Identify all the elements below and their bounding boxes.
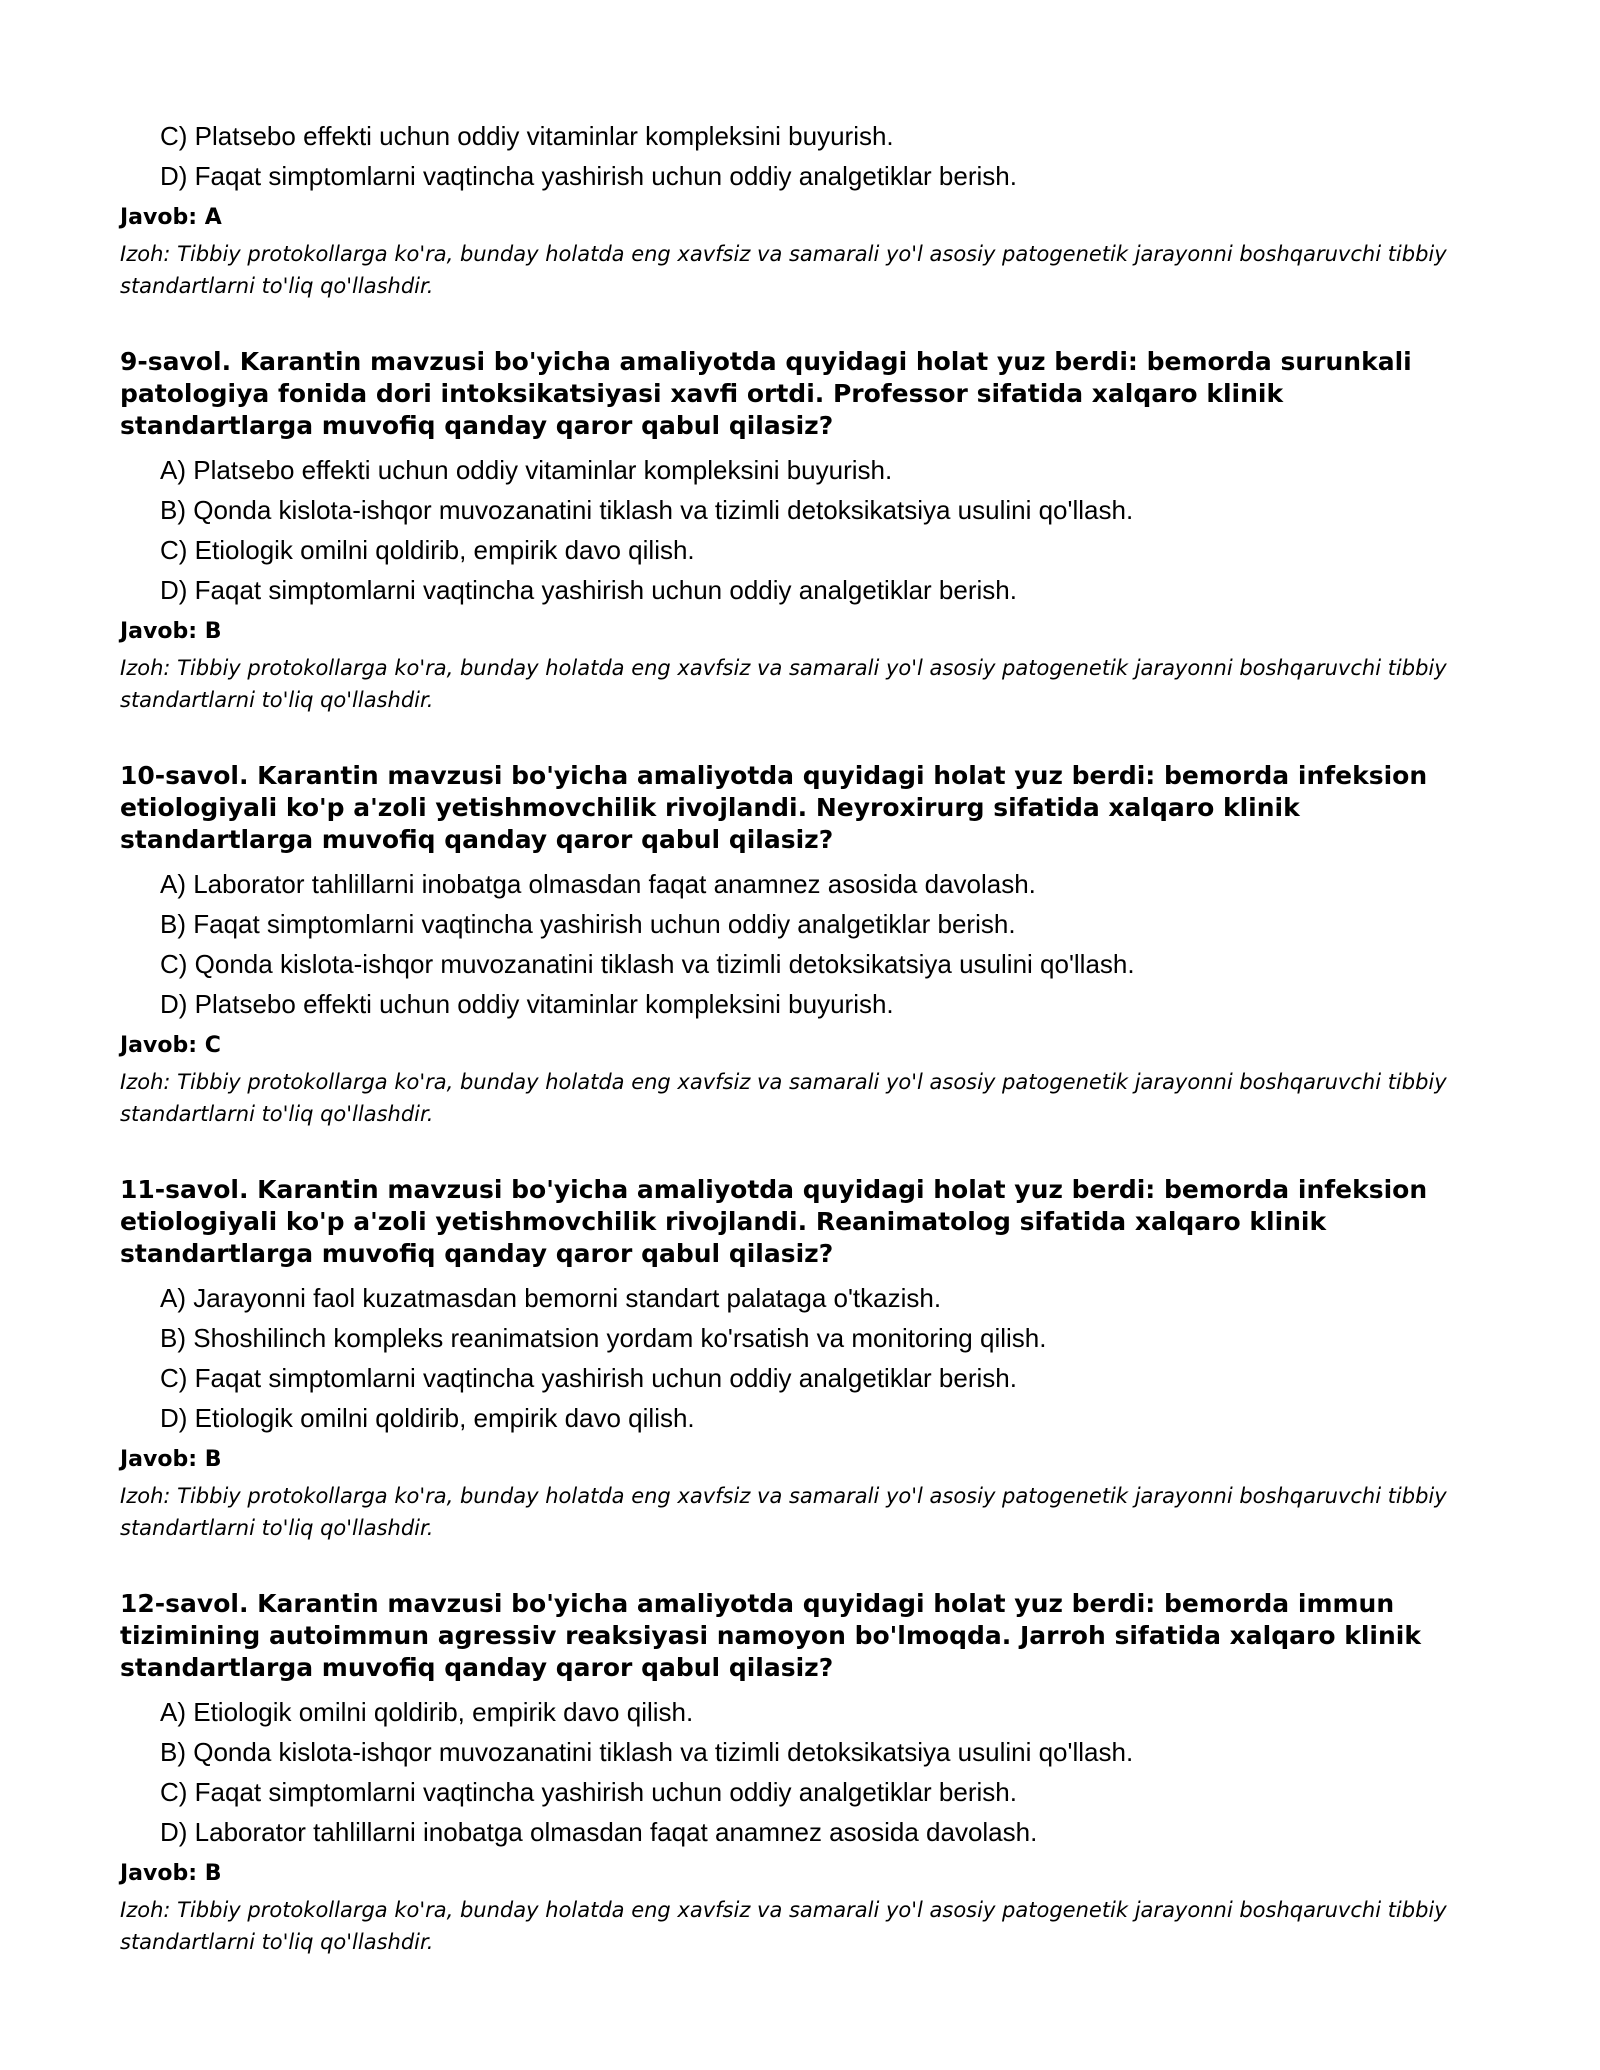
question-text: 10-savol. Karantin mavzusi bo'yicha amaliyotda quyidagi holat yuz berdi: bemorda infeksion etiologiyali ko'p a'zoli yetishmovchilik rivojlandi. Neyroxirurg sifatida xalqaro klinik standartlarga muvofiq qanday qaror qabul qilasiz?: [120, 761, 1428, 854]
prev-question-tail: [120, 118, 1480, 302]
option-c: C) Qonda kislota-ishqor muvozanatini tiklash va tizimli detoksikatsiya usulini qo'llash.: [160, 949, 1135, 979]
document-page: [120, 118, 1480, 1958]
answer-label: Javob: B: [120, 1861, 222, 1886]
explanation-note: Izoh: Tibbiy protokollarga ko'ra, bunday holatda eng xavfsiz va samarali yo'l asosiy patogenetik jarayonni boshqaruvchi tibbiy standartlarni to'liq qo'llashdir.: [120, 1484, 1447, 1540]
option-a: A) Etiologik omilni qoldirib, empirik davo qilish.: [160, 1697, 694, 1727]
option-d: D) Faqat simptomlarni vaqtincha yashirish uchun oddiy analgetiklar berish.: [160, 575, 1017, 605]
option-c: C) Faqat simptomlarni vaqtincha yashirish uchun oddiy analgetiklar berish.: [160, 1777, 1017, 1807]
question-text: 9-savol. Karantin mavzusi bo'yicha amaliyotda quyidagi holat yuz berdi: bemorda surunkali patologiya fonida dori intoksikatsiyasi xavfi ortdi. Professor sifatida xalqaro klinik standartlarga muvofiq qanday qaror qabul qilasiz?: [120, 347, 1412, 440]
option-c: C) Platsebo effekti uchun oddiy vitaminlar kompleksini buyurish.: [160, 121, 894, 151]
option-b: B) Qonda kislota-ishqor muvozanatini tiklash va tizimli detoksikatsiya usulini qo'llash.: [160, 1737, 1134, 1767]
option-a: A) Jarayonni faol kuzatmasdan bemorni standart palataga o'tkazish.: [160, 1283, 942, 1313]
option-d: D) Laborator tahlillarni inobatga olmasdan faqat anamnez asosida davolash.: [160, 1817, 1038, 1847]
explanation-note: Izoh: Tibbiy protokollarga ko'ra, bunday holatda eng xavfsiz va samarali yo'l asosiy patogenetik jarayonni boshqaruvchi tibbiy standartlarni to'liq qo'llashdir.: [120, 242, 1447, 298]
option-a: A) Platsebo effekti uchun oddiy vitaminlar kompleksini buyurish.: [160, 455, 893, 485]
option-c: C) Etiologik omilni qoldirib, empirik davo qilish.: [160, 535, 695, 565]
option-a: A) Laborator tahlillarni inobatga olmasdan faqat anamnez asosida davolash.: [160, 869, 1036, 899]
option-d: D) Etiologik omilni qoldirib, empirik davo qilish.: [160, 1403, 695, 1433]
question-text: 11-savol. Karantin mavzusi bo'yicha amaliyotda quyidagi holat yuz berdi: bemorda infeksion etiologiyali ko'p a'zoli yetishmovchilik rivojlandi. Reanimatolog sifatida xalqaro klinik standartlarga muvofiq qanday qaror qabul qilasiz?: [120, 1175, 1428, 1268]
answer-label: Javob: C: [120, 1033, 221, 1058]
option-d: D) Platsebo effekti uchun oddiy vitaminlar kompleksini buyurish.: [160, 989, 894, 1019]
question-block-12: [120, 1588, 1480, 1958]
question-block-9: [120, 346, 1480, 716]
option-b: B) Qonda kislota-ishqor muvozanatini tiklash va tizimli detoksikatsiya usulini qo'llash.: [160, 495, 1134, 525]
option-c: C) Faqat simptomlarni vaqtincha yashirish uchun oddiy analgetiklar berish.: [160, 1363, 1017, 1393]
question-text: 12-savol. Karantin mavzusi bo'yicha amaliyotda quyidagi holat yuz berdi: bemorda immun tizimining autoimmun agressiv reaksiyasi namoyon bo'lmoqda. Jarroh sifatida xalqaro klinik standartlarga muvofiq qanday qaror qabul qilasiz?: [120, 1589, 1421, 1682]
answer-label: Javob: B: [120, 1447, 222, 1472]
answer-label: Javob: A: [120, 205, 222, 230]
explanation-note: Izoh: Tibbiy protokollarga ko'ra, bunday holatda eng xavfsiz va samarali yo'l asosiy patogenetik jarayonni boshqaruvchi tibbiy standartlarni to'liq qo'llashdir.: [120, 1898, 1447, 1954]
option-b: B) Shoshilinch kompleks reanimatsion yordam ko'rsatish va monitoring qilish.: [160, 1323, 1047, 1353]
question-block-11: [120, 1174, 1480, 1544]
answer-label: Javob: B: [120, 619, 222, 644]
explanation-note: Izoh: Tibbiy protokollarga ko'ra, bunday holatda eng xavfsiz va samarali yo'l asosiy patogenetik jarayonni boshqaruvchi tibbiy standartlarni to'liq qo'llashdir.: [120, 656, 1447, 712]
option-b: B) Faqat simptomlarni vaqtincha yashirish uchun oddiy analgetiklar berish.: [160, 909, 1016, 939]
question-block-10: [120, 760, 1480, 1130]
option-d: D) Faqat simptomlarni vaqtincha yashirish uchun oddiy analgetiklar berish.: [160, 161, 1017, 191]
explanation-note: Izoh: Tibbiy protokollarga ko'ra, bunday holatda eng xavfsiz va samarali yo'l asosiy patogenetik jarayonni boshqaruvchi tibbiy standartlarni to'liq qo'llashdir.: [120, 1070, 1447, 1126]
